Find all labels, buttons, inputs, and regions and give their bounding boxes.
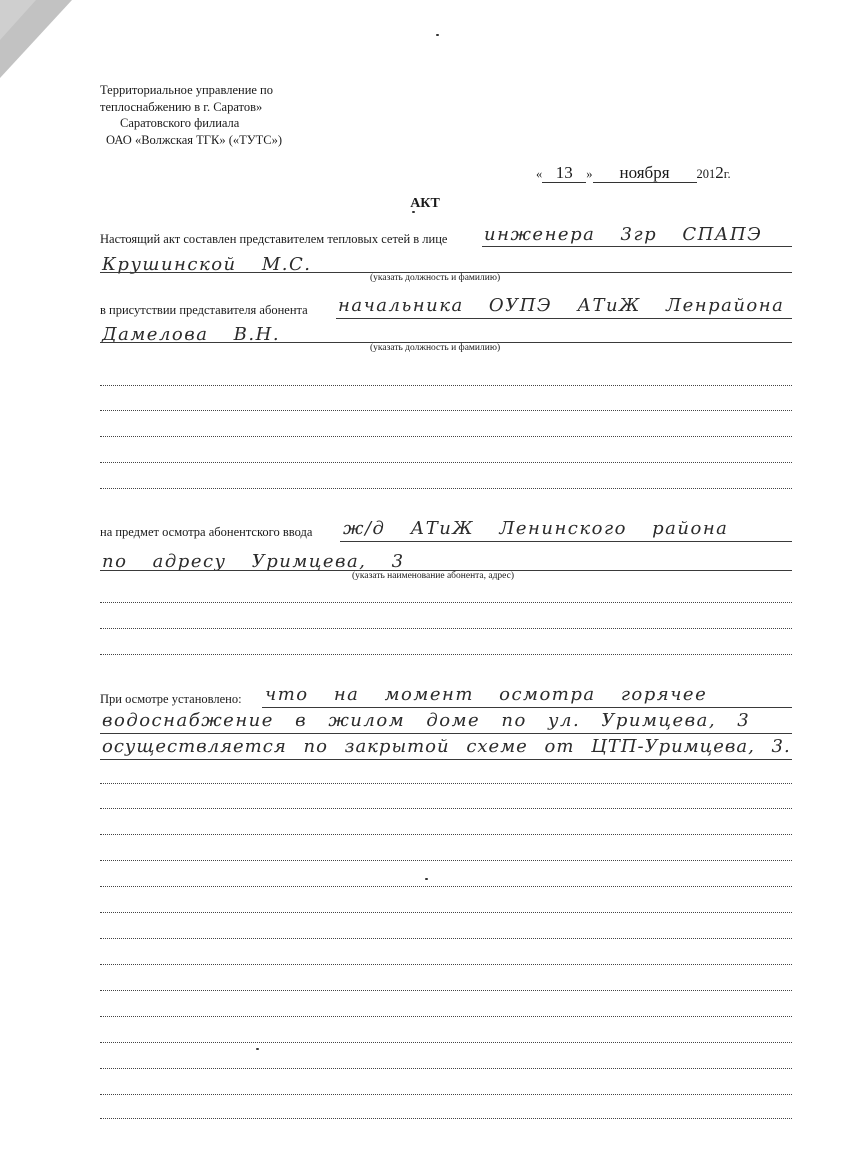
presence-value-2: Дамелова В.Н. (102, 324, 281, 345)
subject-note: (указать наименование абонента, адрес) (352, 571, 515, 581)
composed-value: инженера 3гр СПАПЭ (484, 224, 763, 245)
date-open-quote: « (536, 167, 543, 181)
date-close-quote: » (586, 167, 593, 181)
date-suffix: г. (723, 167, 731, 181)
presence-value: начальника ОУПЭ АТиЖ Ленрайона (338, 295, 785, 316)
scan-speck (425, 878, 428, 880)
date-day: 13 (555, 163, 573, 182)
date-year-digit: 2 (715, 163, 724, 182)
date-year-prefix: 201 (696, 167, 716, 181)
scan-speck (412, 211, 415, 213)
presence-note: (указать должность и фамилию) (370, 343, 501, 353)
presence-label: в присутствии представителя абонента (100, 303, 308, 317)
composed-note: (указать должность и фамилию) (370, 273, 501, 283)
findings-value: что на момент осмотра горячее (265, 684, 708, 705)
document-title: АКТ (410, 196, 440, 211)
subject-value-2: по адресу Уримцева, 3 (102, 551, 405, 572)
act-date (536, 163, 731, 183)
header-line-1: Территориальное управление по (100, 83, 273, 97)
date-month: ноября (619, 163, 670, 182)
composed-value-2: Крушинской М.С. (102, 254, 312, 275)
composed-label: Настоящий акт составлен представителем тепловых сетей в лице (100, 232, 448, 246)
scan-speck (436, 34, 439, 36)
scan-speck (256, 1048, 259, 1050)
header-line-2: теплоснабжению в г. Саратов» (100, 99, 263, 114)
findings-label: При осмотре установлено: (100, 692, 242, 706)
findings-value-3: осуществляется по закрытой схеме от ЦТП-Уримцева, 3. (102, 736, 791, 757)
organization-header (100, 82, 282, 148)
header-line-4: ОАО «Волжская ТГК» («ТУТС») (106, 132, 282, 147)
folded-corner-highlight (0, 0, 36, 40)
subject-label: на предмет осмотра абонентского ввода (100, 525, 313, 539)
header-line-3: Саратовского филиала (120, 116, 240, 130)
subject-value: ж/д АТиЖ Ленинского района (343, 518, 729, 539)
findings-value-2: водоснабжение в жилом доме по ул. Уримцева, 3 (102, 710, 751, 731)
